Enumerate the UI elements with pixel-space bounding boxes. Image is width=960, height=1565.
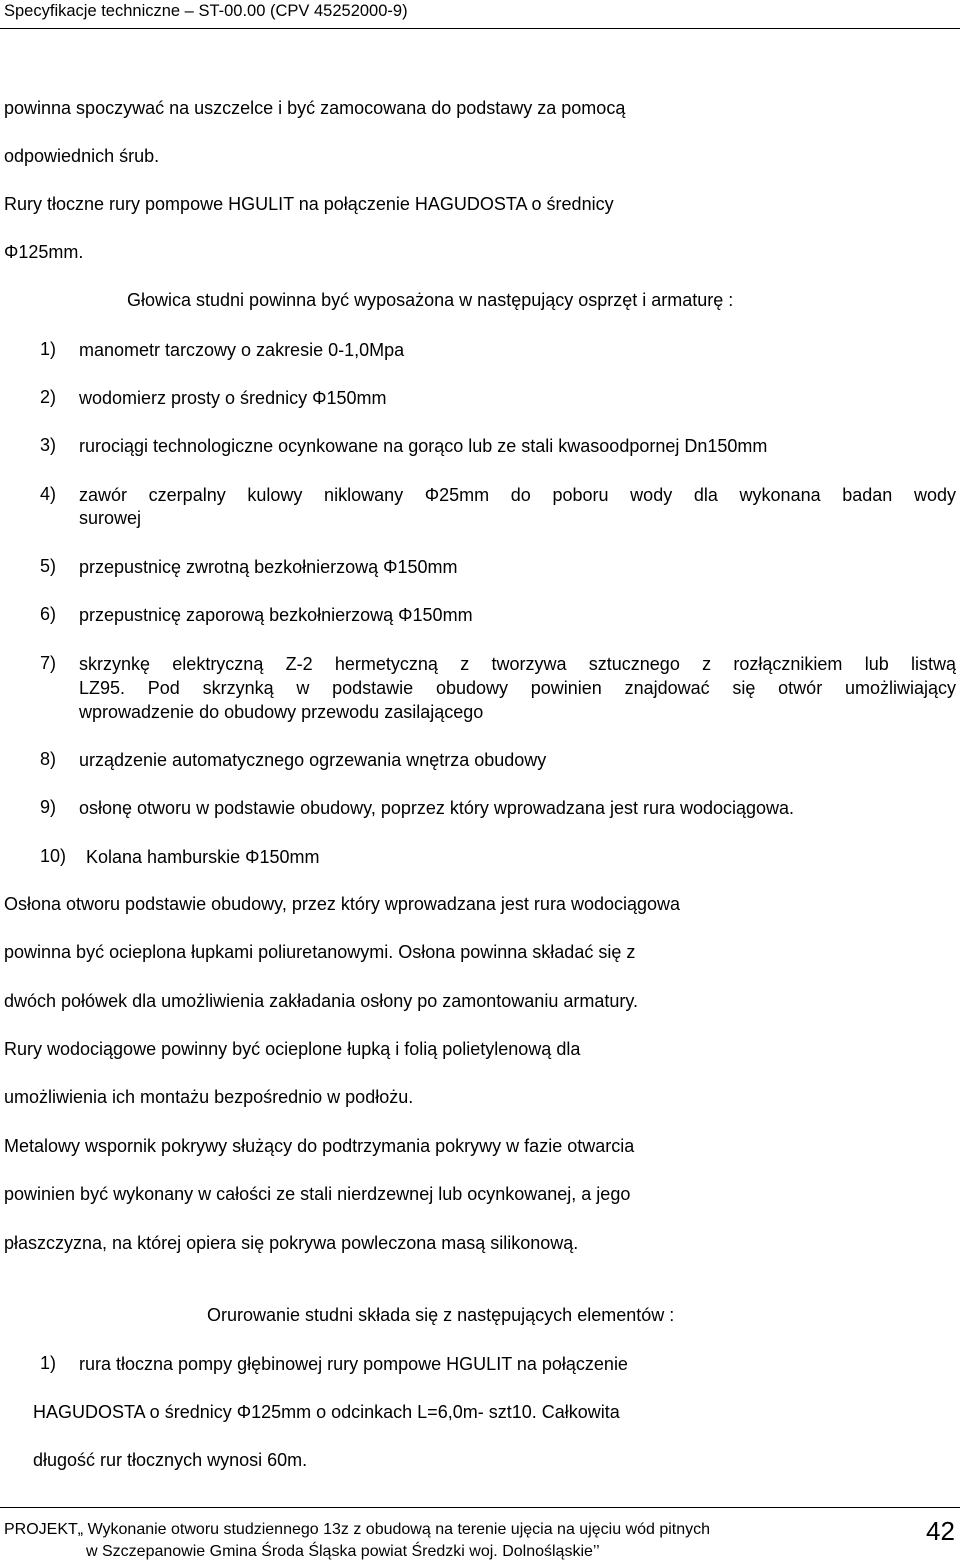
footer-location-line: w Szczepanowie Gmina Środa Śląska powiat Średzki woj. Dolnośląskie’’ xyxy=(86,1543,600,1560)
item-text: rurociągi technologiczne ocynkowane na gorąco lub ze stali kwasoodpornej Dn150mm xyxy=(79,436,768,456)
item-number: 2) xyxy=(40,387,57,407)
intro-line: Rury tłoczne rury pompowe HGULIT na połączenie HAGUDOSTA o średnicy xyxy=(4,194,614,214)
body-line: powinien być wykonany w całości ze stali nierdzewnej lub ocynkowanej, a jego xyxy=(4,1184,631,1204)
body-line: Metalowy wspornik pokrywy służący do podtrzymania pokrywy w fazie otwarcia xyxy=(4,1136,635,1156)
item-number: 6) xyxy=(40,604,57,624)
item-text: wprowadzenie do obudowy przewodu zasilającego xyxy=(79,702,484,722)
item-number: 1) xyxy=(40,1353,57,1373)
item-text: LZ95. Pod skrzynką w podstawie obudowy powinien znajdować się otwór umożliwiający xyxy=(79,678,956,698)
item-text: wodomierz prosty o średnicy Φ150mm xyxy=(79,388,387,408)
body-line: powinna być ocieplona łupkami poliuretanowymi. Osłona powinna składać się z xyxy=(4,942,636,962)
page-header-title: Specyfikacje techniczne – ST-00.00 (CPV 45252000-9) xyxy=(4,2,408,20)
item-number: 4) xyxy=(40,484,57,504)
intro-line: powinna spoczywać na uszczelce i być zamocowana do podstawy za pomocą xyxy=(4,98,626,118)
item-text: surowej xyxy=(79,508,142,528)
body-line: dwóch połówek dla umożliwienia zakładania osłony po zamontowaniu armatury. xyxy=(4,991,639,1011)
piping-heading: Orurowanie studni składa się z następujących elementów : xyxy=(207,1305,675,1325)
item-number: 9) xyxy=(40,797,57,817)
body-line: umożliwienia ich montażu bezpośrednio w podłożu. xyxy=(4,1087,414,1107)
item-text: urządzenie automatycznego ogrzewania wnętrza obudowy xyxy=(79,750,547,770)
item-text: przepustnicę zwrotną bezkołnierzową Φ150mm xyxy=(79,557,458,577)
body-line: płaszczyzna, na której opiera się pokrywa powleczona masą silikonową. xyxy=(4,1233,579,1253)
piping-continuation: długość rur tłocznych wynosi 60m. xyxy=(33,1450,308,1470)
item-number: 7) xyxy=(40,653,57,673)
item-text: osłonę otworu w podstawie obudowy, poprzez który wprowadzana jest rura wodociągowa. xyxy=(79,798,795,818)
body-line: Osłona otworu podstawie obudowy, przez który wprowadzana jest rura wodociągowa xyxy=(4,894,681,914)
item-text: zawór czerpalny kulowy niklowany Φ25mm do poboru wody dla wykonana badan wody xyxy=(79,485,956,505)
intro-line: Φ125mm. xyxy=(4,242,84,262)
item-text: rura tłoczna pompy głębinowej rury pompowe HGULIT na połączenie xyxy=(79,1354,628,1374)
piping-continuation: HAGUDOSTA o średnicy Φ125mm o odcinkach L=6,0m- szt10. Całkowita xyxy=(33,1402,620,1422)
equipment-heading: Głowica studni powinna być wyposażona w następujący osprzęt i armaturę : xyxy=(127,290,734,310)
item-number: 5) xyxy=(40,556,57,576)
footer-rule xyxy=(0,1507,960,1508)
body-line: Rury wodociągowe powinny być ocieplone łupką i folią polietylenową dla xyxy=(4,1039,581,1059)
header-rule xyxy=(0,28,960,29)
footer-project-line: PROJEKT„ Wykonanie otworu studziennego 13z z obudową na terenie ujęcia na ujęciu wód pitnych xyxy=(4,1521,711,1538)
item-text: Kolana hamburskie Φ150mm xyxy=(86,847,320,867)
item-text: skrzynkę elektryczną Z-2 hermetyczną z tworzywa sztucznego z rozłącznikiem lub listwą xyxy=(79,654,956,674)
page-number: 42 xyxy=(926,1516,955,1546)
item-number: 10) xyxy=(40,846,67,866)
item-number: 8) xyxy=(40,749,57,769)
item-text: przepustnicę zaporową bezkołnierzową Φ150mm xyxy=(79,605,473,625)
item-number: 1) xyxy=(40,339,57,359)
item-text: manometr tarczowy o zakresie 0-1,0Mpa xyxy=(79,340,405,360)
item-number: 3) xyxy=(40,435,57,455)
intro-line: odpowiednich śrub. xyxy=(4,146,160,166)
